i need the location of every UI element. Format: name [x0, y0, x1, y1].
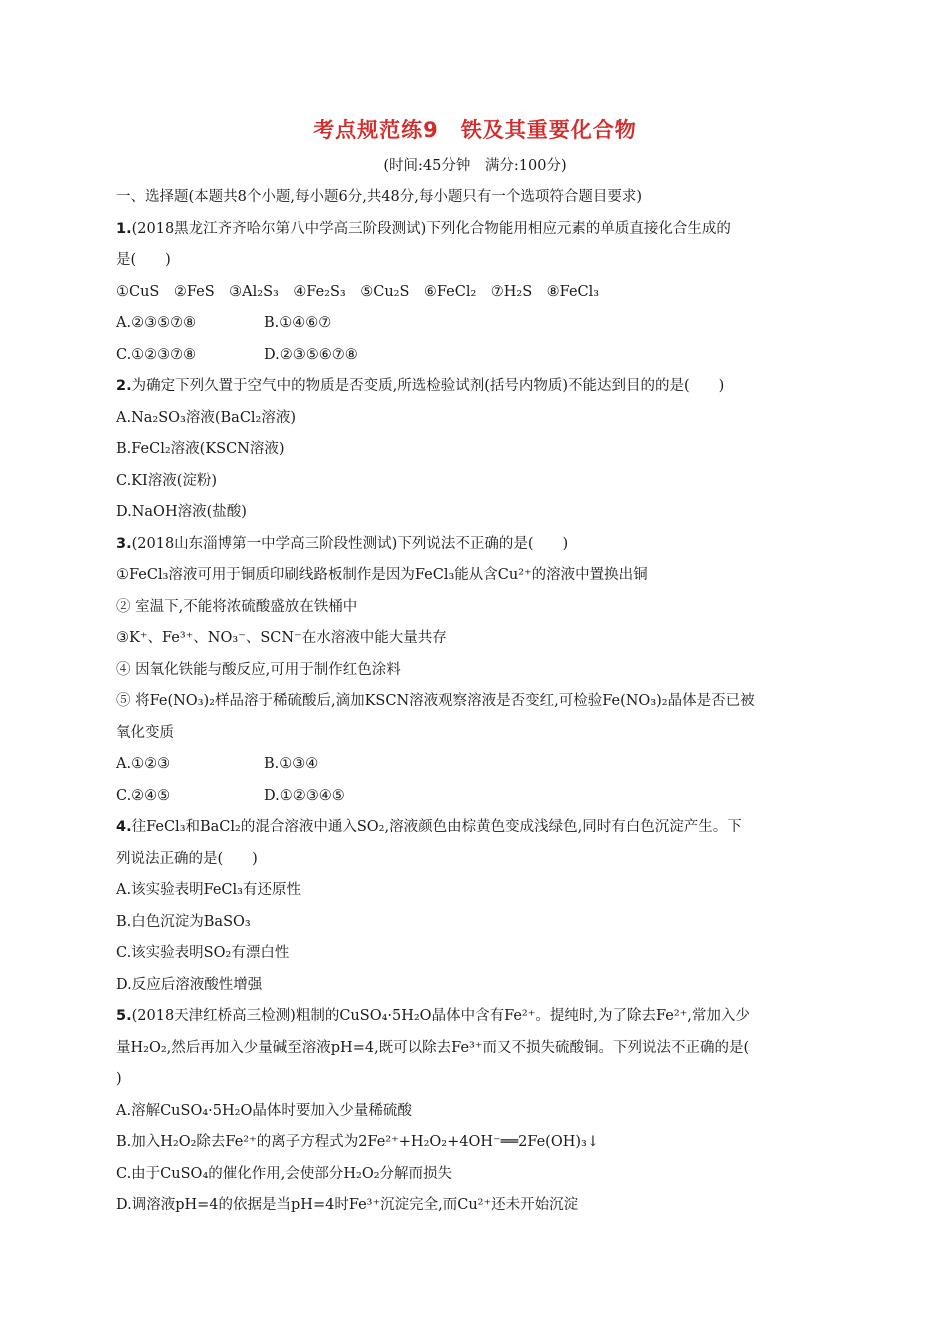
q3-option-b: B.①③④	[264, 756, 319, 772]
q5-option-a: A.溶解CuSO₄·5H₂O晶体时要加入少量稀硫酸	[116, 1102, 412, 1119]
q4-stem	[116, 812, 836, 844]
q5-option-d: D.调溶液pH=4的依据是当pH=4时Fe³⁺沉淀完全,而Cu²⁺还未开始沉淀	[116, 1197, 579, 1213]
q3-statement-3: ③K⁺、Fe³⁺、NO₃⁻、SCN⁻在水溶液中能大量共存	[116, 630, 447, 646]
q1-option-b: B.①④⑥⑦	[264, 315, 332, 331]
q2-option-b: B.FeCl₂溶液(KSCN溶液)	[116, 441, 285, 457]
q3-option-c: C.②④⑤	[116, 787, 171, 804]
q4-number: 4.	[116, 819, 132, 835]
q1-options-row1	[116, 308, 836, 340]
q2-option-a: A.Na₂SO₃溶液(BaCl₂溶液)	[116, 409, 297, 426]
q1-option-d: D.②③⑤⑥⑦⑧	[264, 346, 358, 363]
q1-items: ①CuS ②FeS ③Al₂S₃ ④Fe₂S₃ ⑤Cu₂S ⑥FeCl₂ ⑦H₂S ⑧FeCl₃	[116, 283, 600, 300]
page-title: 考点规范练9 铁及其重要化合物	[313, 118, 637, 142]
q3-statement-5: ⑤ 将Fe(NO₃)₂样品溶于稀硫酸后,滴加KSCN溶液观察溶液是否变红,可检验Fe(NO₃)₂晶体是否已被	[116, 693, 755, 709]
q4-stem-cont: 列说法正确的是( )	[116, 850, 258, 867]
q1-stem	[116, 214, 836, 246]
q3-stem-text: (2018山东淄博第一中学高三阶段性测试)下列说法不正确的是( )	[131, 535, 569, 552]
q5-stem	[116, 1001, 836, 1033]
q2-number: 2.	[116, 378, 132, 394]
q3-statement-5-cont: 氧化变质	[116, 724, 174, 741]
q2-option-c: C.KI溶液(淀粉)	[116, 472, 218, 489]
q2-option-d: D.NaOH溶液(盐酸)	[116, 504, 247, 520]
q5-option-c: C.由于CuSO₄的催化作用,会使部分H₂O₂分解而损失	[116, 1165, 453, 1182]
q5-stem-text: (2018天津红桥高三检测)粗制的CuSO₄·5H₂O晶体中含有Fe²⁺。提纯时,为了除去Fe²⁺,常加入少	[131, 1008, 750, 1024]
question-list	[116, 182, 836, 1222]
q5-option-b: B.加入H₂O₂除去Fe²⁺的离子方程式为2Fe²⁺+H₂O₂+4OH⁻══2Fe(OH)₃↓	[116, 1134, 599, 1150]
q4-option-d: D.反应后溶液酸性增强	[116, 976, 263, 993]
q4-option-b: B.白色沉淀为BaSO₃	[116, 913, 251, 930]
q3-statement-2: ② 室温下,不能将浓硫酸盛放在铁桶中	[116, 598, 358, 615]
q3-option-a: A.①②③	[116, 756, 171, 772]
q1-option-c: C.①②③⑦⑧	[116, 346, 197, 363]
q3-options-row1	[116, 749, 836, 781]
q3-options-row2	[116, 781, 836, 813]
q2-stem-text: 为确定下列久置于空气中的物质是否变质,所选检验试剂(括号内物质)不能达到目的的是( )	[131, 378, 725, 394]
q1-stem-text: (2018黑龙江齐齐哈尔第八中学高三阶段测试)下列化合物能用相应元素的单质直接化合生成的	[131, 220, 731, 237]
q3-option-d: D.①②③④⑤	[264, 787, 345, 804]
q3-stem	[116, 529, 836, 561]
q5-number: 5.	[116, 1008, 132, 1024]
q1-option-a: A.②③⑤⑦⑧	[116, 315, 197, 331]
q2-stem	[116, 371, 836, 403]
q5-stem-cont: 量H₂O₂,然后再加入少量碱至溶液pH=4,既可以除去Fe³⁺而又不损失硫酸铜。下列说法不正确的是(	[116, 1039, 750, 1056]
q5-stem-cont2: )	[116, 1071, 122, 1087]
q4-stem-text: 往FeCl₃和BaCl₂的混合溶液中通入SO₂,溶液颜色由棕黄色变成浅绿色,同时有白色沉淀产生。下	[131, 819, 742, 835]
q1-stem-cont: 是( )	[116, 252, 171, 268]
q1-options-row2	[116, 340, 836, 372]
section-heading: 一、选择题(本题共8个小题,每小题6分,共48分,每小题只有一个选项符合题目要求)	[116, 189, 643, 205]
q1-number: 1.	[116, 220, 132, 237]
q3-number: 3.	[116, 535, 132, 552]
q3-statement-4: ④ 因氧化铁能与酸反应,可用于制作红色涂料	[116, 661, 401, 678]
q3-statement-1: ①FeCl₃溶液可用于铜质印刷线路板制作是因为FeCl₃能从含Cu²⁺的溶液中置换出铜	[116, 567, 648, 583]
q4-option-c: C.该实验表明SO₂有漂白性	[116, 945, 290, 961]
page-subtitle: (时间:45分钟 满分:100分)	[383, 158, 567, 174]
q4-option-a: A.该实验表明FeCl₃有还原性	[116, 882, 301, 898]
